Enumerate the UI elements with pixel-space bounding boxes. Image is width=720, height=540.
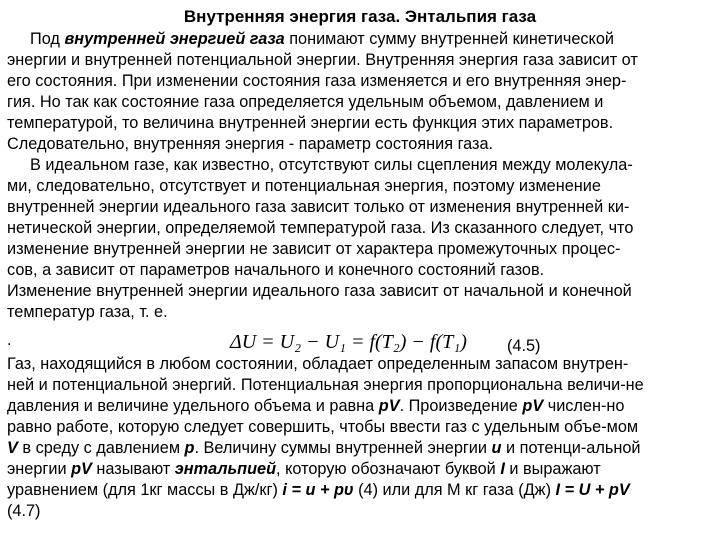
text-line: изменение внутренней энергии не зависит от характера промежуточных процес- (7, 240, 621, 258)
text-span: (4) или для М кг газа (Дж) (353, 481, 556, 499)
text-line (7, 480, 630, 501)
formula-dot: . (7, 331, 12, 349)
text-line: Изменение внутренней энергии идеального газа зависит от начальной и конечной (7, 282, 632, 300)
text-line: Газ, находящийся в любом состоянии, обладает определенным запасом внутрен- (7, 355, 629, 373)
equation-number: (4.5) (507, 337, 541, 355)
text-span: называют (91, 460, 175, 478)
text-span: в среду с давлением (17, 439, 185, 457)
text-line: нетической энергии, определяемой температурой газа. Из сказанного следует, что (7, 219, 634, 237)
text-line (7, 396, 624, 417)
text-span: числен-но (543, 397, 625, 415)
text-line: ней и потенциальной энергий. Потенциальная энергия пропорциональна величи-не (7, 376, 644, 394)
text-line: Следовательно, внутренняя энергия - параметр состояния газа. (7, 135, 494, 153)
text-span: и потенци-альной (501, 439, 641, 457)
text-line (7, 459, 601, 480)
inline-formula: I = U + pV (555, 481, 630, 499)
symbol: pV (522, 397, 544, 415)
text-line: температурой, то величина внутренней энергии есть функция этих параметров. (7, 114, 614, 132)
text-line: равно работе, которую следует совершить, чтобы ввести газ с удельным объе-мом (7, 418, 639, 436)
emphasized-term: внутренней энергией газа (64, 30, 285, 48)
text-span: , которую обозначают буквой (276, 460, 501, 478)
text-span: давления и величине удельного объема и равна (7, 397, 379, 415)
symbol: I (500, 460, 505, 478)
text-line (7, 438, 640, 459)
symbol: u (491, 439, 502, 457)
equation-number: (4.7) (7, 502, 41, 520)
text-line: гия. Но так как состояние газа определяется удельным объемом, давлением и (7, 93, 604, 111)
text-line: В идеальном газе, как известно, отсутствуют силы сцепления между молекула- (30, 156, 633, 174)
symbol: pV (378, 397, 400, 415)
text-line: его состояния. При изменении состояния газа изменяется и его внутренняя энер- (7, 72, 627, 90)
text-span: энергии (7, 460, 72, 478)
text-span: . Произведение (399, 397, 523, 415)
symbol: pV (71, 460, 92, 478)
text-span: понимают сумму внутренней кинетической (284, 30, 615, 48)
emphasized-term: энтальпией (174, 460, 277, 478)
text-line: внутренней энергии идеального газа зависит только от изменения внутренней ки- (7, 198, 630, 216)
text-line: сов, а зависит от параметров начального и конечного состояний газов. (7, 261, 545, 279)
text-line: энергии и внутренней потенциальной энергии. Внутренняя энергия газа зависит от (7, 51, 638, 69)
text-span: уравнением (для 1кг массы в Дж/кг) (7, 481, 283, 499)
text-line: ми, следовательно, отсутствует и потенциальная энергия, поэтому изменение (7, 177, 601, 195)
text-span: . Величину суммы внутренней энергии (194, 439, 492, 457)
text-line (30, 29, 614, 50)
formula-4-5: ΔU = U₂ − U₁ = f(T₂) − f(T₁) (230, 331, 467, 353)
text-span: и выражают (504, 460, 601, 478)
inline-formula: i = u + pυ (282, 481, 354, 499)
page-title: Внутренняя энергия газа. Энтальпия газа (183, 7, 537, 26)
text-span: Под (30, 30, 65, 48)
symbol: p (184, 439, 195, 457)
symbol: V (7, 439, 18, 457)
text-line: температур газа, т. е. (7, 303, 168, 321)
